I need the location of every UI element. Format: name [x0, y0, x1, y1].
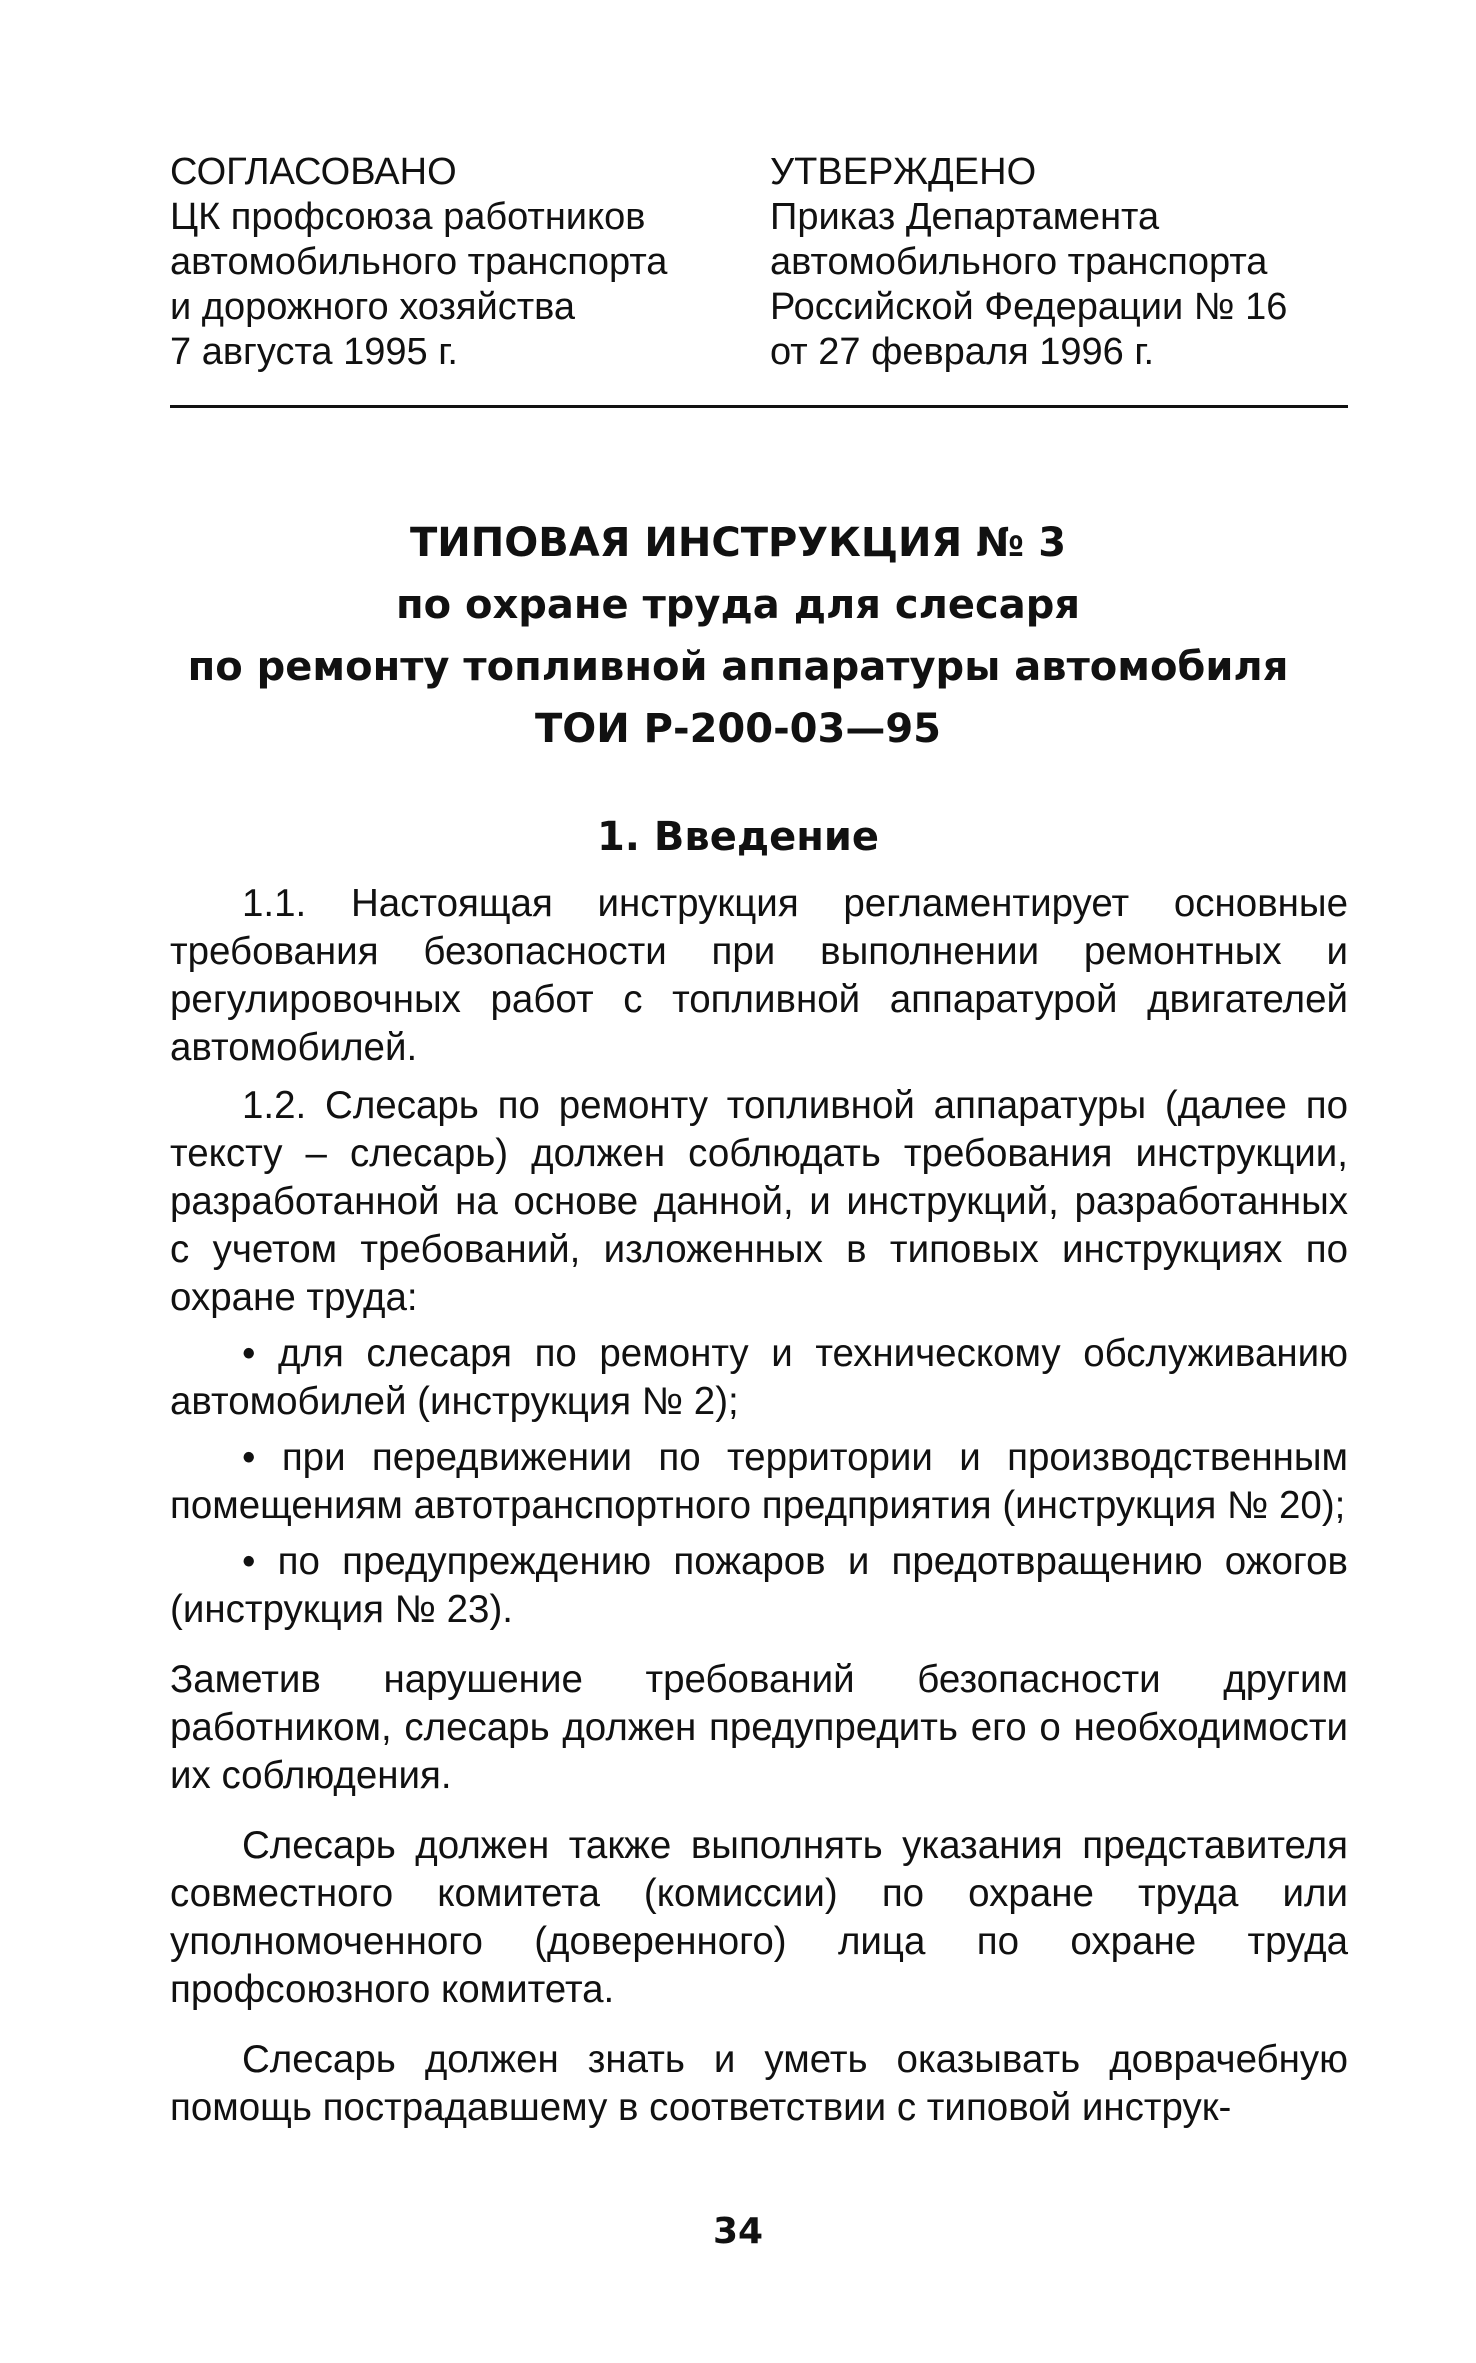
title-line-2: по охране труда для слесаря	[395, 582, 1081, 628]
bullet-item-1: • для слесаря по ремонту и техническому обслуживанию автомобилей (инструкция № 2);	[170, 1332, 1348, 1423]
approval-header	[170, 150, 1348, 410]
approved-line-5: от 27 февраля 1996 г.	[770, 331, 1155, 373]
title-line-4: ТОИ Р-200-03—95	[534, 706, 942, 752]
approved-block	[770, 150, 1348, 375]
agreed-block	[170, 150, 730, 375]
agreed-line-4: и дорожного хозяйства	[170, 286, 575, 328]
bullet-item-2: • при передвижении по территории и производственным помещениям автотранспортного предприятия (инструкция № 20);	[170, 1436, 1348, 1527]
agreed-line-5: 7 августа 1995 г.	[170, 331, 458, 373]
paragraph-1-2: 1.2. Слесарь по ремонту топливной аппаратуры (далее по тексту – слесарь) должен соблюдать требования инструкции, разработанной на основе данной, и инструкций, разработанных с учетом требований, изложенных в типовых инструкциях по охране труда:	[170, 1084, 1348, 1319]
agreed-line-3: автомобильного транспорта	[170, 241, 668, 283]
document-title	[0, 512, 1476, 760]
body-text	[170, 880, 1348, 2132]
agreed-line-1: СОГЛАСОВАНО	[170, 151, 457, 193]
header-divider	[170, 405, 1348, 408]
paragraph-committee: Слесарь должен также выполнять указания представителя совместного комитета (комиссии) по охране труда или уполномоченного (доверенного) лица по охране труда профсоюзного комитета.	[170, 1824, 1348, 2011]
page-number: 34	[712, 2211, 764, 2252]
section-heading: 1. Введение	[596, 814, 880, 860]
paragraph-1-1: 1.1. Настоящая инструкция регламентирует основные требования безопасности при выполнении ремонтных и регулировочных работ с топливной аппаратурой двигателей автомобилей.	[170, 882, 1348, 1069]
approved-line-1: УТВЕРЖДЕНО	[770, 151, 1037, 193]
bullet-item-3: • по предупреждению пожаров и предотвращению ожогов (инструкция № 23).	[170, 1540, 1348, 1631]
approved-line-4: Российской Федерации № 16	[770, 286, 1288, 328]
title-line-1: ТИПОВАЯ ИНСТРУКЦИЯ № 3	[409, 520, 1067, 566]
title-line-3: по ремонту топливной аппаратуры автомобиля	[187, 644, 1289, 690]
approved-line-3: автомобильного транспорта	[770, 241, 1268, 283]
paragraph-violation: Заметив нарушение требований безопасности другим работником, слесарь должен предупредить его о необходимости их соблюдения.	[170, 1658, 1348, 1797]
agreed-line-2: ЦК профсоюза работников	[170, 196, 646, 238]
paragraph-first-aid: Слесарь должен знать и уметь оказывать доврачебную помощь пострадавшему в соответствии с типовой инструк-	[170, 2038, 1348, 2129]
approved-line-2: Приказ Департамента	[770, 196, 1160, 238]
